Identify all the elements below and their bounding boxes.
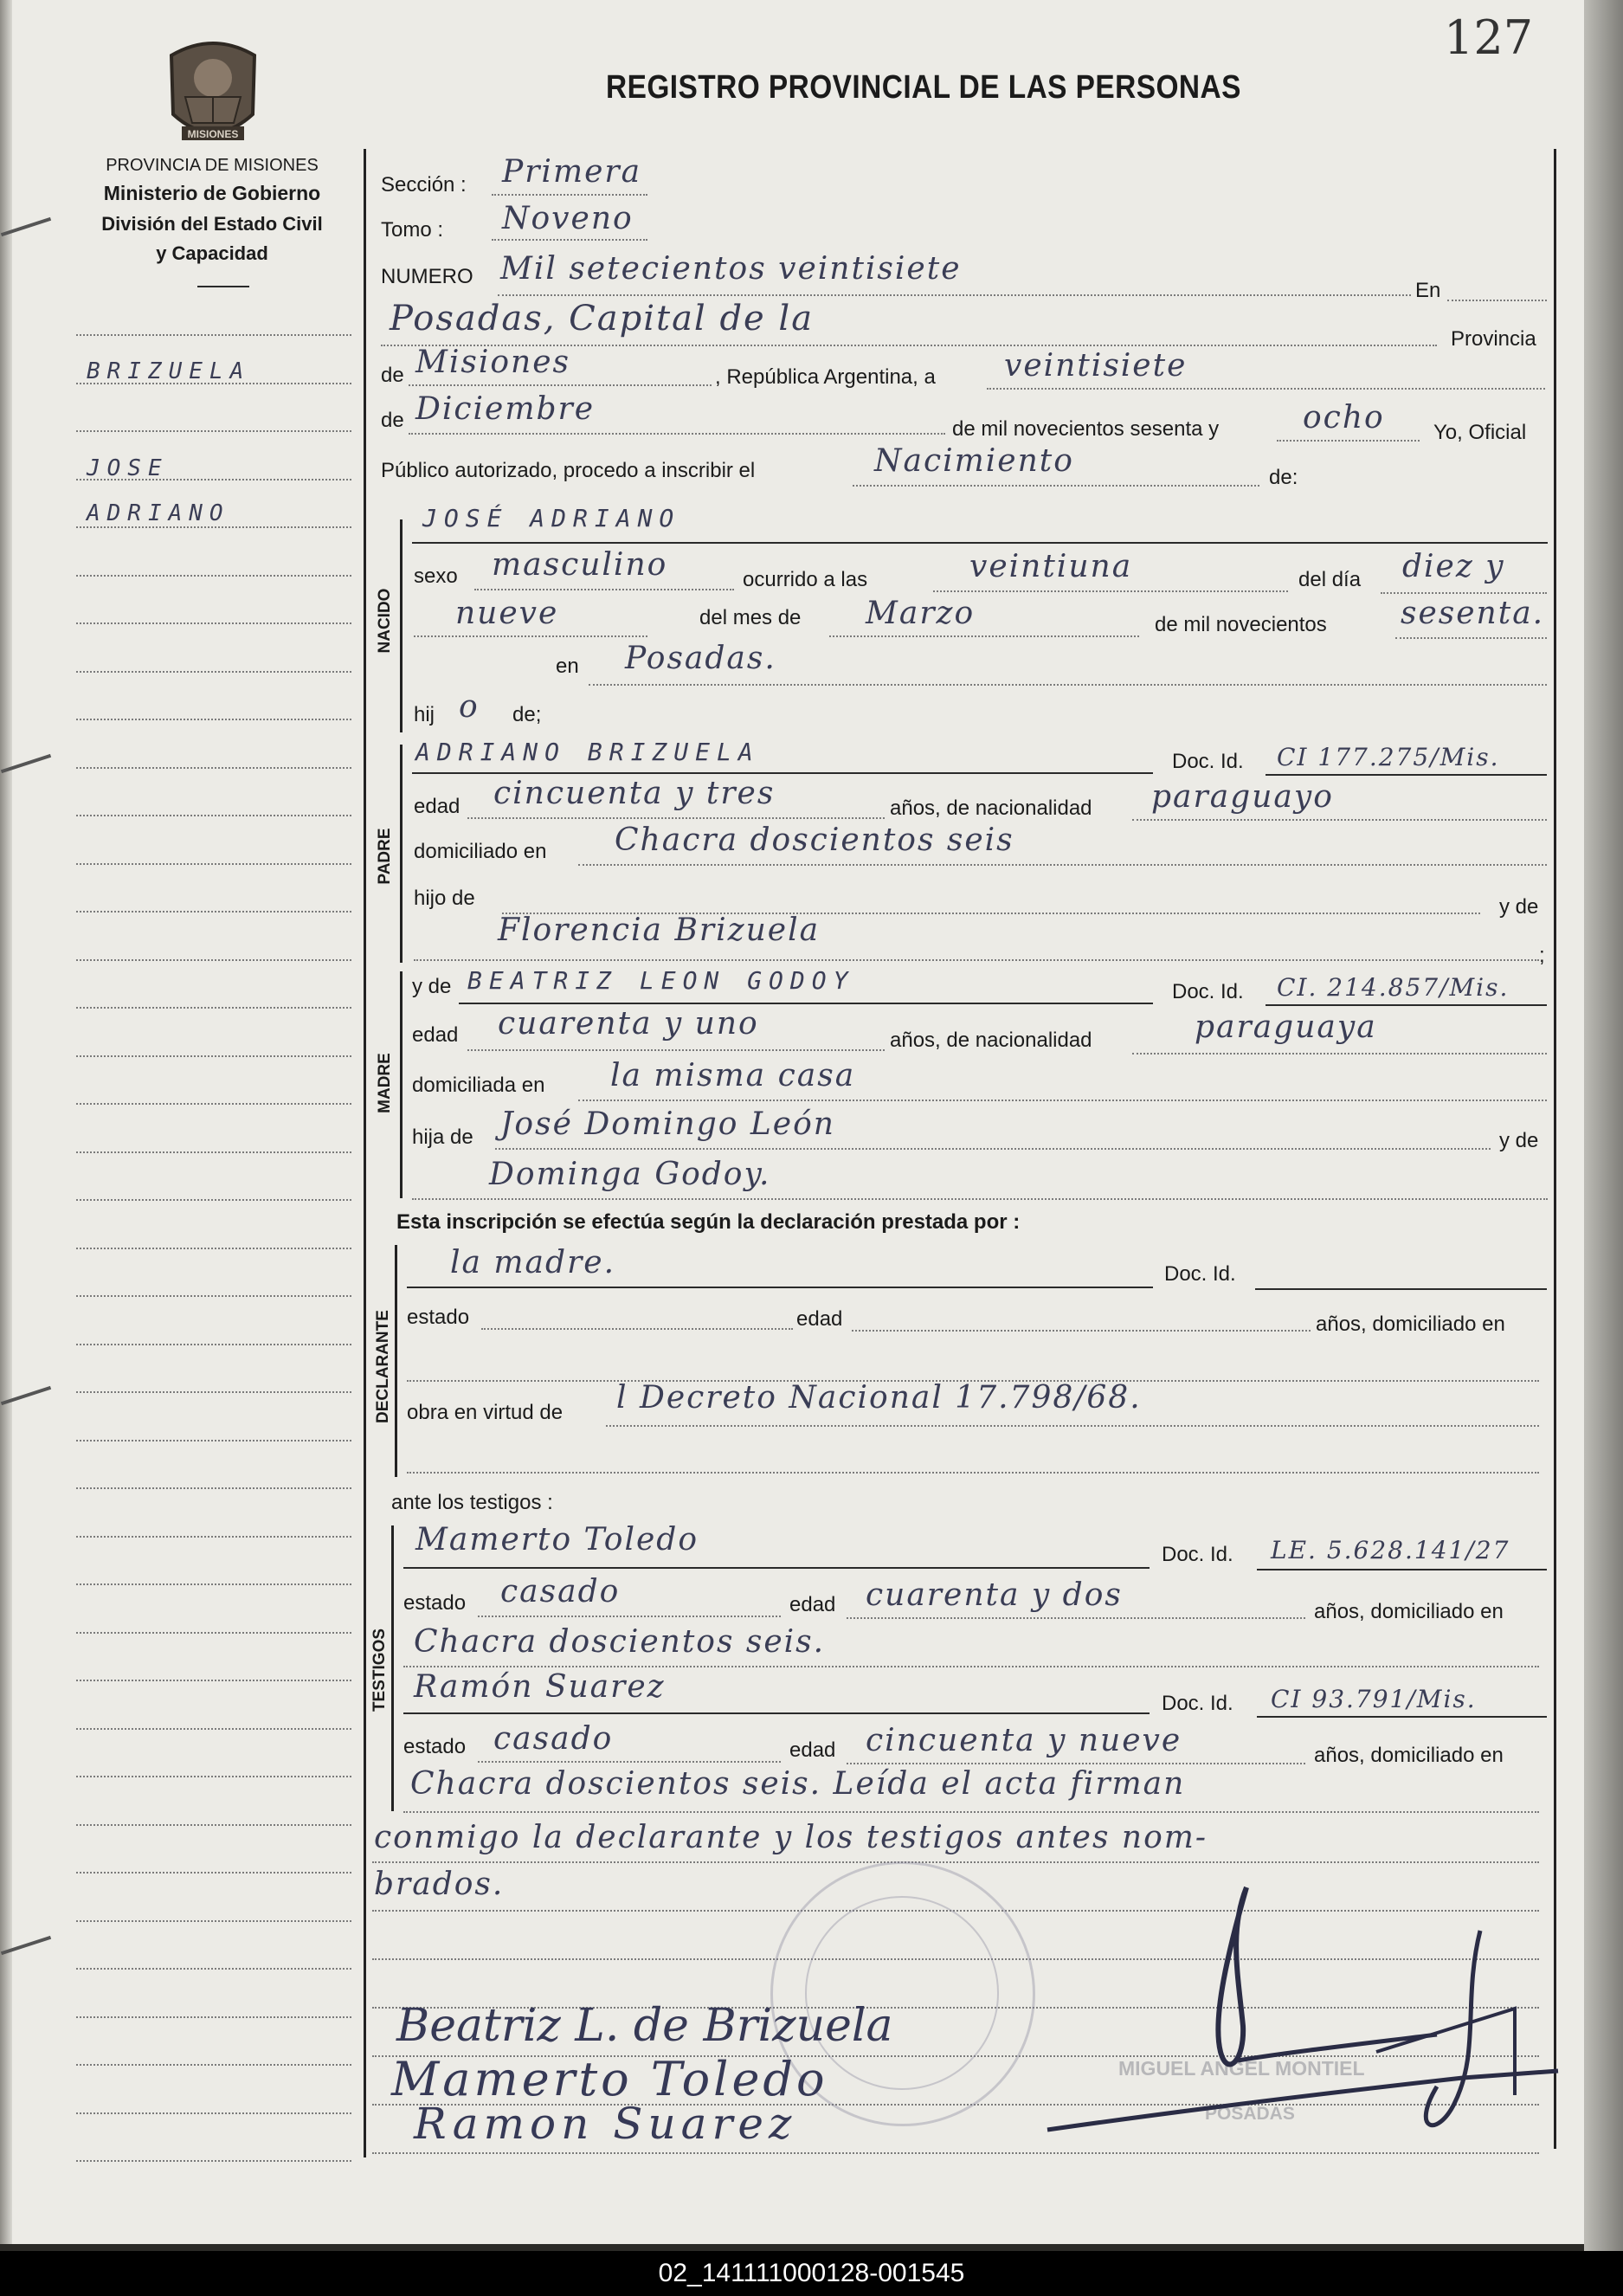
declarante-dom-label: años, domiciliado en [1316,1312,1505,1336]
tomo-line [492,239,647,241]
margin-surname: BRIZUELA [87,358,251,384]
image-id-bar [0,2251,1623,2296]
padre-name: ADRIANO BRIZUELA [415,738,760,766]
padre-name-line [412,772,1153,774]
madre-doc-line [1266,1004,1547,1006]
declarante-edad-label: edad [796,1307,843,1331]
acto-value: Nacimiento [874,443,1074,479]
official-signature-icon [1030,1879,1567,2190]
cierre-text-3: brados. [374,1867,505,1902]
madre-hija-de-line [495,1148,1491,1150]
mes-line [409,433,945,435]
testigo2-edad-line [847,1763,1305,1764]
sexo-label: sexo [414,564,458,588]
numero-value: Mil setecientos veintisiete [500,251,962,287]
margin-rule [76,1440,351,1441]
padre-label: PADRE [376,828,394,885]
margin-rule [76,1968,351,1970]
del-mes-label: del mes de [699,606,802,629]
hij-label: hij [414,703,435,726]
nacido-bracket [400,519,403,732]
margin-rule [76,1680,351,1681]
margin-rule [76,1103,351,1105]
binding-stitch [1,1386,51,1405]
madre-nac-value: paraguaya [1195,1009,1377,1045]
madre-y-de-label-2: y de [1499,1129,1539,1152]
seccion-label: Sección : [381,173,467,197]
padre-nac-value: paraguayo [1151,779,1334,815]
signature-mother: Beatriz L. de Brizuela [396,2000,893,2052]
padre-y-de-label: y de [1499,895,1539,919]
de-mil-nov-label: de mil novecientos [1155,613,1327,636]
de-label-2: de [381,409,404,432]
lugar-nac-value: Posadas. [625,641,776,676]
official-stamp-name: MIGUEL ANGEL MONTIEL [1118,2057,1365,2080]
madre-edad-label: edad [412,1023,459,1047]
testigo1-dom-value: Chacra doscientos seis. [414,1624,826,1660]
margin-rule [76,2160,351,2162]
testigo2-doc-value: CI 93.791/Mis. [1271,1685,1477,1713]
de-colon-label: de: [1269,466,1298,489]
declarante-label: DECLARANTE [374,1310,392,1423]
testigo1-doc-line [1257,1569,1547,1570]
testigo2-doc-label: Doc. Id. [1162,1692,1233,1715]
page-title: REGISTRO PROVINCIAL DE LAS PERSONAS [606,69,1241,106]
margin-rule [76,1536,351,1538]
testigos-intro-label: ante los testigos : [391,1491,553,1514]
padre-hijo-de-value: Florencia Brizuela [498,913,821,948]
declarante-doc-line [1255,1288,1547,1290]
madre-y-de-value: Dominga Godoy. [489,1157,771,1192]
column-divider [364,149,366,2157]
margin-rule [76,719,351,720]
declarante-doc-label: Doc. Id. [1164,1262,1236,1286]
testigo2-name-line [403,1712,1150,1714]
margin-name1: JOSE [87,455,169,481]
testigo2-edad-label: edad [789,1738,836,1762]
madre-hija-de-value: José Domingo León [500,1106,835,1142]
provincia-value: Misiones [415,345,571,380]
margin-rule [76,1151,351,1153]
testigo2-edad-value: cincuenta y nueve [866,1723,1182,1758]
padre-bracket [400,745,403,963]
madre-bracket [400,971,403,1198]
padre-doc-label: Doc. Id. [1172,750,1244,773]
signature-witness-2: Ramon Suarez [414,2099,797,2149]
padre-doc-line [1266,774,1547,776]
dia-nac-line [1381,592,1547,594]
margin-rule [76,575,351,577]
cierre-text-2: conmigo la declarante y los testigos antes nom- [374,1820,1208,1855]
numero-line [498,294,1411,296]
seccion-value: Primera [502,154,642,190]
dia-value: veintisiete [1004,348,1188,384]
testigo2-dom-label: años, domiciliado en [1314,1744,1504,1767]
margin-rule [76,526,351,528]
margin-rule [76,767,351,769]
lugar-nac-line [589,684,1547,686]
anio-nac-line [1395,637,1547,639]
signature-witness-1: Mamerto Toledo [391,2052,828,2106]
hora-line [933,590,1288,592]
margin-rule [76,2112,351,2114]
margin-rule [76,1055,351,1057]
obra-value: l Decreto Nacional 17.798/68. [616,1380,1142,1416]
tomo-value: Noveno [502,201,634,236]
org-province: PROVINCIA DE MISIONES [106,156,319,175]
obra-line [606,1425,1539,1427]
provincial-seal-icon [159,36,267,149]
dia-line [987,388,1545,390]
margin-rule [76,863,351,865]
madre-y-de-label: y de [412,975,452,998]
oficial-label: Yo, Oficial [1433,421,1527,444]
mes-value: Diciembre [415,391,596,427]
padre-edad-line [467,817,885,819]
declarante-name-line [407,1287,1153,1288]
cierre-text-1: Chacra doscientos seis. Leída el acta firman [410,1766,1186,1802]
tomo-label: Tomo : [381,218,444,242]
lugar-value: Posadas, Capital de la [390,299,815,339]
margin-rule [76,1632,351,1634]
madre-hija-de-label: hija de [412,1125,473,1149]
dia-nac-line-2 [414,635,647,637]
registry-seal-stamp-inner [805,1896,999,2090]
testigo1-estado-value: casado [500,1574,621,1609]
padre-edad-value: cincuenta y tres [493,776,776,811]
binding-stitch [1,217,51,236]
image-id-label: 02_141111000128-001545 [658,2259,965,2287]
declarante-estado-label: estado [407,1306,470,1329]
madre-dom-line [578,1100,1547,1101]
obra-line-2 [407,1472,1539,1474]
madre-dom-label: domiciliada en [412,1074,545,1097]
testigo1-edad-label: edad [789,1593,836,1616]
mes-nac-value: Marzo [866,596,976,631]
seal-label: MISIONES [187,128,239,140]
binding-stitch [1,754,51,773]
margin-rule [76,1824,351,1826]
margin-rule [76,1776,351,1777]
padre-dom-line [578,864,1547,866]
madre-name-line [459,1003,1153,1004]
page-number: 127 [1444,10,1534,65]
provincia-line [409,384,712,386]
margin-rule [76,1391,351,1393]
margin-rule [76,2064,351,2066]
declarante-value: la madre. [450,1245,616,1280]
madre-edad-line [467,1049,885,1051]
testigo1-doc-value: LE. 5.628.141/27 [1271,1536,1510,1564]
margin-rule [76,1007,351,1009]
margin-rule [76,1248,351,1249]
margin-rule [76,1199,351,1201]
padre-hijo-de-label: hijo de [414,887,475,910]
publico-label: Público autorizado, procedo a inscribir el [381,459,756,482]
margin-rule [76,671,351,673]
header-divider [197,286,249,287]
anio-line [1277,440,1420,442]
testigo2-doc-line [1257,1716,1547,1718]
dia-nac-value-2: nueve [455,596,559,631]
binding-stitch [1,1936,51,1955]
hij-de-label: de; [512,703,542,726]
testigo1-dom-label: años, domiciliado en [1314,1600,1504,1623]
acto-line [853,485,1259,487]
padre-doc-value: CI 177.275/Mis. [1277,743,1500,771]
sesenta-label: de mil novecientos sesenta y [952,417,1220,441]
margin-rule [76,959,351,961]
del-dia-label: del día [1298,568,1362,591]
republica-label: , República Argentina, a [715,365,936,389]
testigo1-estado-line [478,1616,781,1617]
margin-name2: ADRIANO [87,500,230,526]
org-capacity: y Capacidad [156,242,268,264]
anio-value: ocho [1303,400,1385,435]
testigo2-estado-value: casado [493,1721,614,1757]
sexo-line [474,589,734,590]
testigo2-name: Ramón Suarez [414,1669,666,1705]
padre-nac-line [1132,819,1547,821]
cierre-line-2 [372,1861,1539,1863]
padre-nac-label: años, de nacionalidad [890,797,1092,820]
testigo1-name-line [403,1567,1150,1569]
en-line [1447,300,1547,301]
hij-suffix: o [459,689,480,725]
margin-rule [76,1344,351,1345]
dia-nac-value-1: diez y [1402,549,1505,584]
testigo1-estado-label: estado [403,1591,467,1615]
madre-doc-value: CI. 214.857/Mis. [1277,973,1510,1002]
margin-rule [76,911,351,913]
margin-rule [76,1583,351,1585]
provincia-label: Provincia [1451,327,1536,351]
declarante-edad-line [852,1330,1311,1332]
anio-nac-value: sesenta. [1401,596,1545,631]
testigo1-dom-line [403,1666,1539,1667]
madre-y-de-line [412,1198,1548,1200]
book-edge [1584,0,1623,2251]
margin-rule [76,430,351,432]
margin-rule [76,815,351,816]
padre-dom-label: domiciliado en [414,840,547,863]
official-stamp-city: POSADAS [1205,2104,1295,2124]
madre-edad-value: cuarenta y uno [498,1006,759,1042]
declarante-estado-line [481,1328,793,1330]
madre-name: BEATRIZ LEON GODOY [467,966,855,995]
sexo-value: masculino [492,547,668,583]
margin-rule [76,1872,351,1874]
testigo1-name: Mamerto Toledo [415,1522,699,1558]
mes-nac-line [829,635,1139,637]
seccion-line [492,194,647,196]
testigos-label: TESTIGOS [370,1628,389,1712]
padre-semicolon: ; [1539,944,1545,967]
de-label: de [381,364,404,387]
org-division: División del Estado Civil [101,213,323,235]
margin-rule [76,1295,351,1297]
cierre-line-1 [403,1811,1539,1813]
margin-rule [76,1728,351,1730]
org-ministry: Ministerio de Gobierno [103,182,321,204]
nacido-label: NACIDO [376,588,394,654]
padre-edad-label: edad [414,795,460,818]
en-label: En [1415,279,1441,302]
madre-doc-label: Doc. Id. [1172,980,1244,1003]
padre-y-de-line [414,959,1539,961]
nacido-name: JOSÉ ADRIANO [422,504,681,532]
hora-value: veintiuna [969,549,1133,584]
margin-rule [76,334,351,336]
testigo1-doc-label: Doc. Id. [1162,1543,1233,1566]
margin-rule [76,622,351,624]
madre-label: MADRE [376,1053,394,1113]
margin-rule [76,2016,351,2018]
margin-rule [76,1487,351,1489]
nacido-name-line [412,542,1548,544]
testigo2-estado-line [478,1761,781,1763]
padre-dom-value: Chacra doscientos seis [615,822,1014,858]
numero-label: NUMERO [381,265,473,288]
right-border [1554,149,1556,2149]
declarante-bracket [395,1245,397,1477]
testigo1-edad-value: cuarenta y dos [866,1577,1123,1613]
en-lugar-label: en [556,655,579,678]
testigo2-estado-label: estado [403,1735,467,1758]
inscripcion-label: Esta inscripción se efectúa según la declaración prestada por : [396,1210,1021,1234]
ocurrido-label: ocurrido a las [743,568,868,591]
obra-label: obra en virtud de [407,1401,564,1424]
madre-dom-value: la misma casa [610,1058,856,1093]
testigos-bracket [391,1525,394,1811]
madre-nac-label: años, de nacionalidad [890,1029,1092,1052]
testigo1-edad-line [847,1617,1305,1619]
margin-rule [76,1920,351,1922]
madre-nac-line [1132,1053,1547,1054]
